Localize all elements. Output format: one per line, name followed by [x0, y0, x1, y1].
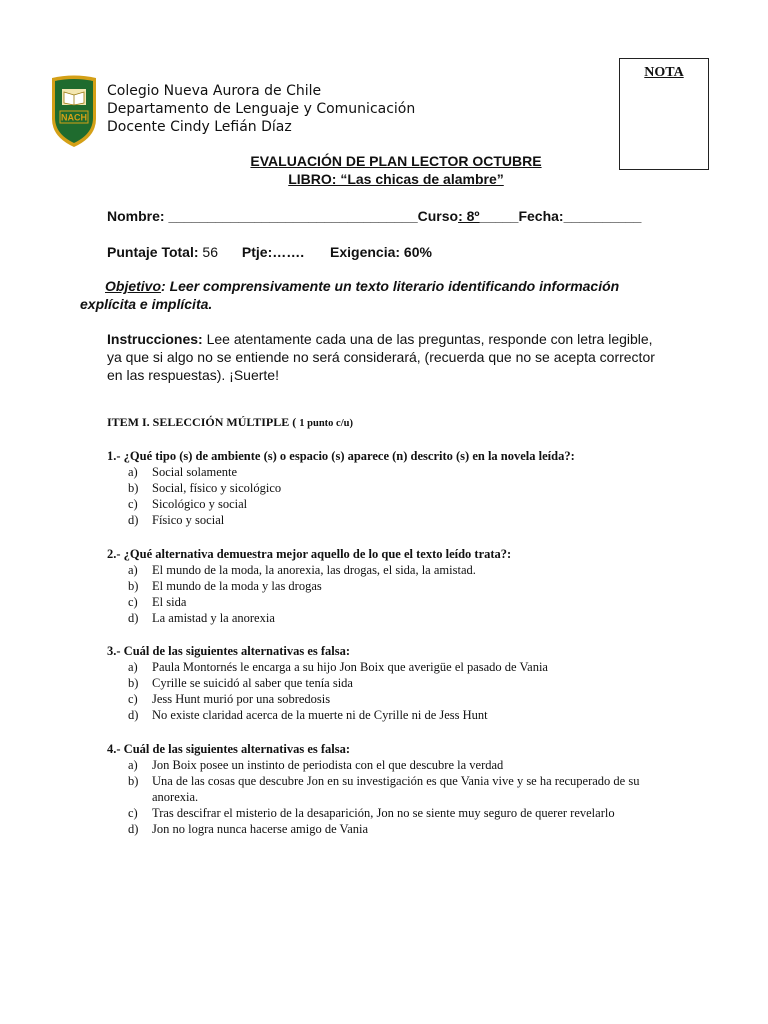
option-a[interactable] — [107, 562, 667, 578]
option-b[interactable] — [107, 480, 667, 496]
crest-text: NACH — [61, 112, 87, 123]
curso-label: __Curso — [402, 208, 459, 224]
option-letter: a) — [128, 465, 138, 479]
puntaje-total-label: Puntaje Total: — [107, 244, 199, 260]
option-a[interactable] — [107, 464, 667, 480]
option-text: El sida — [152, 595, 187, 609]
department-name: Departamento de Lenguaje y Comunicación — [107, 101, 416, 117]
question-2 — [107, 546, 667, 626]
option-letter: b) — [128, 774, 139, 788]
option-letter: b) — [128, 676, 139, 690]
option-text: Jess Hunt murió por una sobredosis — [152, 692, 331, 706]
option-text: No existe claridad acerca de la muerte ni de Cyrille ni de Jess Hunt — [152, 708, 488, 722]
grade-label: NOTA — [644, 65, 684, 80]
option-c[interactable] — [107, 594, 667, 610]
option-d[interactable] — [107, 821, 667, 837]
option-c[interactable] — [107, 496, 667, 512]
question-text: 4.- Cuál de las siguientes alternativas es falsa: — [107, 742, 351, 756]
item-title-text: ITEM I. SELECCIÓN MÚLTIPLE ( — [107, 415, 300, 429]
option-letter: d) — [128, 513, 139, 527]
option-b[interactable] — [107, 578, 667, 594]
option-c[interactable] — [107, 805, 667, 821]
exam-title: EVALUACIÓN DE PLAN LECTOR OCTUBRE — [250, 153, 542, 169]
option-b[interactable] — [107, 773, 667, 805]
option-letter: d) — [128, 611, 139, 625]
option-a[interactable] — [107, 659, 667, 675]
teacher-name: Docente Cindy Lefián Díaz — [107, 119, 292, 135]
option-letter: d) — [128, 822, 139, 836]
question-4 — [107, 741, 667, 837]
fecha-field[interactable]: __________ — [563, 208, 642, 224]
question-3 — [107, 643, 667, 723]
option-a[interactable] — [107, 757, 667, 773]
fecha-label: Fecha: — [518, 208, 564, 224]
curso-value: : 8º — [458, 208, 480, 224]
option-letter: a) — [128, 563, 138, 577]
objective-label: Objetivo — [105, 278, 162, 294]
option-letter: b) — [128, 481, 139, 495]
option-letter: a) — [128, 758, 138, 772]
objective-block — [80, 277, 680, 313]
option-text: Jon no logra nunca hacerse amigo de Vania — [152, 822, 369, 836]
option-text: Social solamente — [152, 465, 238, 479]
question-text: 3.- Cuál de las siguientes alternativas es falsa: — [107, 644, 351, 658]
school-header — [107, 82, 415, 136]
student-info-row — [107, 208, 641, 224]
nombre-field[interactable]: ______________________________ — [168, 208, 403, 224]
item-section-title — [107, 415, 353, 430]
ptje-label: Ptje:……. — [241, 244, 305, 260]
option-b[interactable] — [107, 675, 667, 691]
question-text: 2.- ¿Qué alternativa demuestra mejor aquello de lo que el texto leído trata?: — [107, 547, 512, 561]
nombre-label: Nombre: — [107, 208, 169, 224]
option-letter: c) — [128, 497, 138, 511]
option-text: El mundo de la moda, la anorexia, las drogas, el sida, la amistad. — [152, 563, 476, 577]
option-letter: b) — [128, 579, 139, 593]
puntaje-total-value: 56 — [198, 244, 218, 260]
option-c[interactable] — [107, 691, 667, 707]
option-letter: c) — [128, 806, 138, 820]
school-crest-logo — [49, 75, 99, 149]
option-text: El mundo de la moda y las drogas — [152, 579, 322, 593]
option-text: Paula Montornés le encarga a su hijo Jon Boix que averigüe el pasado de Vania — [152, 660, 548, 674]
item-points: 1 punto c/u) — [299, 418, 353, 429]
option-d[interactable] — [107, 512, 667, 528]
option-letter: c) — [128, 595, 138, 609]
curso-trail: _____ — [479, 208, 519, 224]
option-text: Tras descifrar el misterio de la desaparición, Jon no se siente muy seguro de querer revelarlo — [152, 806, 615, 820]
school-name: Colegio Nueva Aurora de Chile — [107, 83, 322, 99]
option-text: Social, físico y sicológico — [152, 481, 282, 495]
question-1 — [107, 448, 667, 528]
objective-text: : Leer comprensivamente un texto literario identificando información — [161, 278, 620, 294]
instructions-block — [107, 330, 667, 384]
instructions-text: Lee atentamente cada una de las preguntas, responde con letra legible, ya que si algo no se entiende no será considerará, (recuerda que no se acepta corrector en las respuestas). ¡Suerte! — [107, 331, 655, 383]
objective-text-cont: explícita e implícita. — [80, 296, 213, 312]
option-text: Cyrille se suicidó al saber que tenía sida — [152, 676, 353, 690]
instructions-label: Instrucciones: — [107, 331, 203, 347]
score-row — [107, 244, 432, 260]
option-text: Jon Boix posee un instinto de periodista con el que descubre la verdad — [152, 758, 504, 772]
option-text: Sicológico y social — [152, 497, 248, 511]
option-letter: c) — [128, 692, 138, 706]
option-text: Físico y social — [152, 513, 225, 527]
option-letter: a) — [128, 660, 138, 674]
option-d[interactable] — [107, 707, 667, 723]
option-d[interactable] — [107, 610, 667, 626]
book-title: LIBRO: “Las chicas de alambre” — [288, 171, 504, 187]
option-text: La amistad y la anorexia — [152, 611, 275, 625]
question-text: 1.- ¿Qué tipo (s) de ambiente (s) o espacio (s) aparece (n) descrito (s) en la novela leída?: — [107, 449, 575, 463]
option-letter: d) — [128, 708, 139, 722]
option-text: Una de las cosas que descubre Jon en su investigación es que Vania vive y se ha recuperado de su anorexia. — [152, 774, 640, 804]
exigencia-label: Exigencia: 60% — [330, 244, 432, 260]
